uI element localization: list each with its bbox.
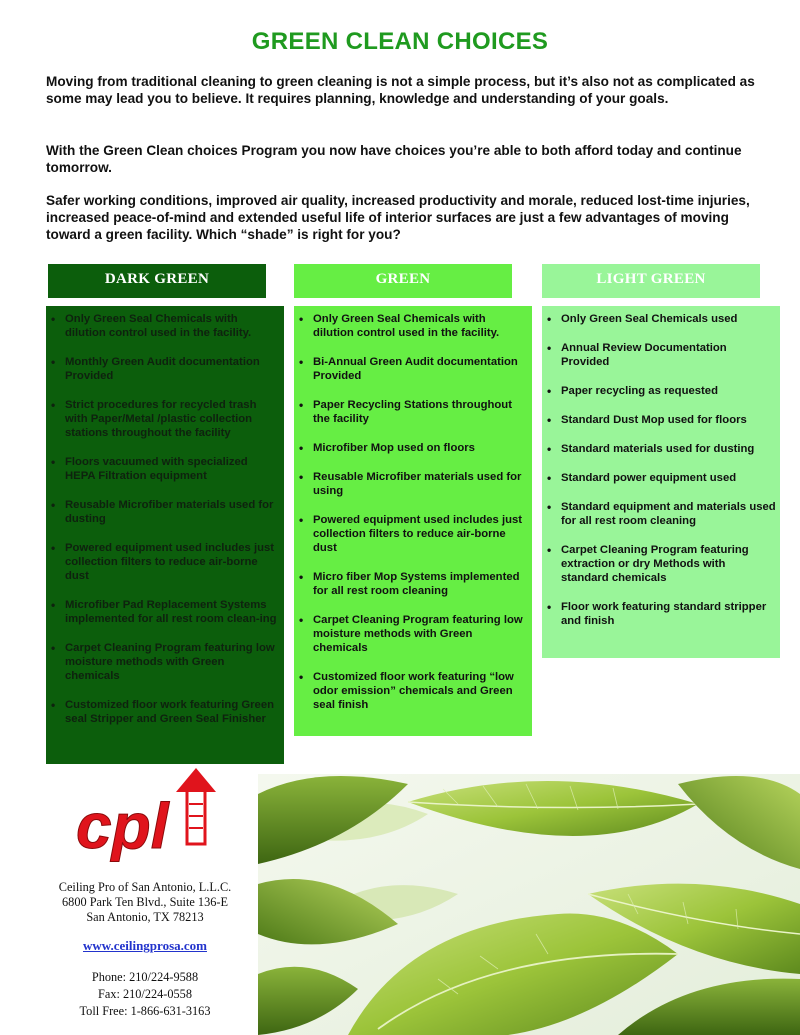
- list-item: • Customized floor work featuring “low odor emission” chemicals and Green seal finish: [298, 670, 528, 712]
- list-item: • Micro fiber Mop Systems implemented for all rest room cleaning: [298, 570, 528, 598]
- list-item: • Floors vacuumed with specialized HEPA Filtration equipment: [50, 455, 280, 483]
- list-item: • Only Green Seal Chemicals with dilution control used in the facility.: [298, 312, 528, 340]
- company-address-line1: 6800 Park Ten Blvd., Suite 136-E: [62, 895, 228, 909]
- list-item: • Reusable Microfiber materials used for using: [298, 470, 528, 498]
- list-item: • Carpet Cleaning Program featuring extraction or dry Methods with standard chemicals: [546, 543, 776, 585]
- list-item: • Floor work featuring standard stripper and finish: [546, 600, 776, 628]
- intro-paragraph-1: Moving from traditional cleaning to green cleaning is not a simple process, but it’s also not as complicated as some may lead you to believe. It requires planning, knowledge and understanding of your goals.: [46, 74, 755, 106]
- list-item: • Carpet Cleaning Program featuring low moisture methods with Green chemicals: [298, 613, 528, 655]
- list-item: • Standard equipment and materials used for all rest room cleaning: [546, 500, 776, 528]
- light-green-list: [542, 306, 780, 658]
- website-link[interactable]: www.ceilingprosa.com: [83, 938, 207, 953]
- list-item: • Powered equipment used includes just collection filters to reduce air-borne dust: [298, 513, 528, 555]
- list-item: • Annual Review Documentation Provided: [546, 341, 776, 369]
- list-item: • Paper recycling as requested: [546, 384, 776, 398]
- svg-text:cpl: cpl: [76, 790, 169, 862]
- list-item: • Strict procedures for recycled trash with Paper/Metal /plastic collection stations throughout the facility: [50, 398, 280, 440]
- list-item: • Carpet Cleaning Program featuring low moisture methods with Green chemicals: [50, 641, 280, 683]
- list-item: • Monthly Green Audit documentation Provided: [50, 355, 280, 383]
- toll-free-number: Toll Free: 1-866-631-3163: [79, 1004, 211, 1018]
- green-list: [294, 306, 532, 736]
- leaf-image-icon: [258, 774, 800, 1035]
- leaves-photo: [258, 774, 800, 1035]
- list-item: • Powered equipment used includes just collection filters to reduce air-borne dust: [50, 541, 280, 583]
- dark-green-list: [46, 306, 284, 764]
- company-address-line2: San Antonio, TX 78213: [86, 910, 204, 924]
- light-green-heading: LIGHT GREEN: [542, 264, 760, 298]
- page-title: GREEN CLEAN CHOICES: [251, 28, 549, 55]
- green-heading: GREEN: [294, 264, 512, 298]
- list-item: • Microfiber Pad Replacement Systems implemented for all rest room clean-ing: [50, 598, 280, 626]
- phone-number: Phone: 210/224-9588: [91, 970, 199, 984]
- dark-green-heading: DARK GREEN: [48, 264, 266, 298]
- fax-number: Fax: 210/224-0558: [98, 987, 192, 1001]
- list-item: • Standard power equipment used: [546, 471, 776, 485]
- intro-paragraph-2: With the Green Clean choices Program you now have choices you’re able to both afford today and continue tomorrow.: [46, 143, 742, 175]
- list-item: • Only Green Seal Chemicals with dilution control used in the facility.: [50, 312, 280, 340]
- list-item: • Paper Recycling Stations throughout the facility: [298, 398, 528, 426]
- list-item: • Reusable Microfiber materials used for dusting: [50, 498, 280, 526]
- list-item: • Customized floor work featuring Green seal Stripper and Green Seal Finisher: [50, 698, 280, 726]
- list-item: • Standard materials used for dusting: [546, 442, 776, 456]
- list-item: • Microfiber Mop used on floors: [298, 441, 528, 455]
- company-name: Ceiling Pro of San Antonio, L.L.C.: [58, 880, 232, 894]
- cpi-logo-icon: [72, 766, 222, 874]
- list-item: • Only Green Seal Chemicals used: [546, 312, 776, 326]
- list-item: • Bi-Annual Green Audit documentation Provided: [298, 355, 528, 383]
- list-item: • Standard Dust Mop used for floors: [546, 413, 776, 427]
- intro-paragraph-3: Safer working conditions, improved air quality, increased productivity and morale, reduced lost-time injuries, increased peace-of-mind and extended useful life of interior surfaces are just a few advantages of moving toward a green facility. Which “shade” is right for you?: [46, 193, 750, 242]
- company-logo: [72, 766, 222, 874]
